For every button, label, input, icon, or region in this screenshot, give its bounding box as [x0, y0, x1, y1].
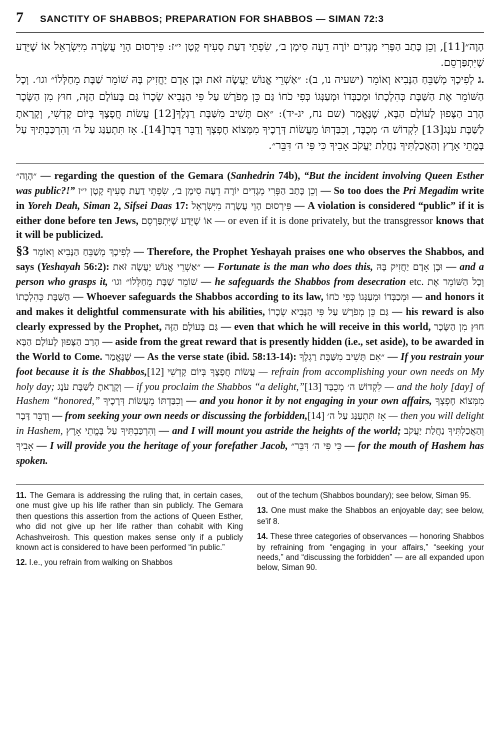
translation-text: — regarding the question of the Gemara (	[36, 170, 231, 182]
divider	[16, 163, 484, 164]
footnote-number: 14.	[257, 532, 271, 542]
translation-text: — then you will delight in Hashem,	[16, 411, 485, 438]
english-translation	[16, 170, 484, 470]
hebrew-section-number: ג.	[477, 74, 484, 86]
hebrew-phrase: וּמְכַבְּדוֹ וּמְעַנְּגוֹ כְּפִי כֹחוֹ	[326, 292, 409, 304]
translation-text: Sifsei Daas	[124, 200, 172, 212]
hebrew-phrase: גַּם בָּעוֹלָם הַזֶּה	[164, 321, 218, 333]
hebrew-phrase: ״אַשְׁרֵי אֱנוֹשׁ יַעֲשֶׂה זֹּאת	[112, 262, 201, 274]
footnote-text: out of the techum (Shabbos boundary); see below, Siman 95.	[257, 490, 472, 500]
english-paragraph-2	[16, 244, 484, 470]
translation-text: — If you restrain your foot because it is the Shabbos,	[16, 351, 484, 378]
footnote	[16, 491, 243, 553]
translation-text: — his reward is also clearly expressed by the Prophet,	[16, 307, 484, 333]
hebrew-phrase: וְהַאֲכַלְתִּיךָ נַחֲלַת יַעֲקֹב אָבִיךָ	[16, 426, 484, 453]
hebrew-phrase: ״אִם תָּשִׁיב מִשַּׁבָּת רַגְלֶךָ	[299, 351, 385, 363]
translation-text: — and I will mount you astride the heights of the world;	[155, 426, 405, 438]
translation-text: Yoreh Deah, Siman	[27, 200, 111, 212]
translation-text: 56:2):	[80, 262, 113, 274]
translation-text: [12]	[147, 366, 168, 378]
translation-text: 2,	[110, 200, 125, 212]
hebrew-phrase: וְכִבַּדְתּוֹ מֵעֲשׂוֹת דְּרָכֶיךָ	[103, 396, 183, 408]
translation-text: [14]	[307, 411, 328, 423]
footnote-text: One must make the Shabbos an enjoyable day; see below, se'if 8.	[257, 506, 484, 526]
hebrew-phrase: שׁוֹמֵר שַׁבָּת מֵחַלְּלוֹ״ וגו׳	[111, 277, 198, 289]
translation-text: — refrain from accomplishing your own needs on My holy day;	[16, 366, 484, 393]
hebrew-phrase: לִקְדוֹשׁ ה׳ מְכֻבָּד	[324, 381, 382, 393]
translation-text: — and you honor it by not engaging in your own affairs,	[182, 396, 436, 408]
translation-text: — for the mouth of Hashem has spoken.	[16, 441, 484, 468]
translation-text: — he safeguards the Shabbos from desecration	[197, 277, 406, 289]
footnote-text: I.e., you refrain from walking on Shabbos	[29, 558, 173, 568]
hebrew-phrase: גַּם כֵּן מְפֹרָשׁ עַל פִּי הַנָּבִיא שְׂכָרוֹ	[268, 307, 389, 318]
hebrew-text	[16, 39, 484, 155]
hebrew-phrase: ״הָוָה״	[16, 170, 37, 182]
hebrew-phrase: וְכָל הַשּׁוֹמֵר אֶת הַשַּׁבָּת כְּהִלְכָתוֹ	[16, 277, 484, 304]
translation-text: — Fortunate is the man who does this,	[200, 262, 377, 274]
hebrew-phrase: אָז תִּתְעַנַּג עַל ה׳	[327, 411, 387, 423]
footnotes	[16, 484, 484, 579]
translation-text: — As the verse state (ibid. 58:13-14):	[131, 351, 300, 363]
footnote-text: The Gemara is addressing the ruling that, in certain cases, one must give up his life rather than sin publicly. The Gemara then questions this assertion from the actions of Queen Esther, who did not give up her life rather than cohabit with King Achashveirosh. This question makes sense only if a publicly known act is considered to have been performed “in public.”	[16, 490, 243, 552]
hebrew-paragraph-2-text: לְפִיכָךְ מְשַׁבֵּחַ הַנָּבִיא וְאוֹמֵר (ישעיה נו, ב): ״אַשְׁרֵי אֱנוֹשׁ יַעֲשֶׂה זֹּאת וּבֶן אָדָם יַחֲזִיק בָּהּ שׁוֹמֵר שַׁבָּת מֵחַלְּלוֹ״ וגו׳. וְכָל הַשּׁוֹמֵר אֶת הַשַּׁבָּת כְּהִלְכָתוֹ וּמְכַבְּדוֹ וּמְעַנְּגוֹ כְּפִי כֹחוֹ גַּם כֵּן מְפֹרָשׁ עַל פִּי הַנָּבִיא שְׂכָרוֹ גַּם בָּעוֹלָם הַזֶּה, חוּץ מִן הַשָּׂכָר הָרַב הַצָּפוּן לָעוֹלָם הַבָּא, שֶׁנֶּאֱמַר (שם נח, יג-יד): ״אִם תָּשִׁיב מִשַּׁבָּת רַגְלֶךָ[12] עֲשׂוֹת חֲפָצֶךָ בְּיוֹם קָדְשִׁי, וְקָרָאתָ לַשַּׁבָּת עֹנֶג[13] לִקְדוֹשׁ ה׳ מְכֻבָּד, וְכִבַּדְתּוֹ מֵעֲשׂוֹת דְּרָכֶיךָ מִמְּצוֹא חֶפְצְךָ וְדַבֵּר דָּבָר[14]. אָז תִּתְעַנַּג עַל ה׳ וְהִרְכַּבְתִּיךָ עַל בָּמֳתֵי אָרֶץ וְהַאֲכַלְתִּיךָ נַחֲלַת יַעֲקֹב אָבִיךָ כִּי פִּי ה׳ דִּבֵּר״.	[16, 73, 484, 153]
footnote-number: 12.	[16, 558, 30, 568]
footnote	[257, 506, 484, 527]
hebrew-paragraph-2	[16, 72, 484, 155]
footnote-number: 11.	[16, 490, 30, 500]
footnote-number: 13.	[257, 506, 271, 516]
translation-text: knows that it will be publicized.	[16, 215, 484, 242]
translation-text: — aside from the great reward that is presently hidden (i.e., set aside), to be awarded in the World to Come.	[16, 336, 484, 363]
page-header	[16, 10, 484, 33]
translation-text: etc.	[405, 277, 428, 289]
hebrew-phrase: שֶׁנֶּאֱמַר	[105, 351, 132, 363]
hebrew-phrase: כִּי פִּי ה׳ דִּבֵּר״	[290, 441, 342, 453]
translation-text: [13]	[304, 381, 325, 393]
translation-text: 74b),	[274, 170, 304, 182]
hebrew-phrase: וְקָרָאתָ לַשַּׁבָּת עֹנֶג	[57, 381, 122, 393]
running-title: SANCTITY OF SHABBOS; PREPARATION FOR SHABBOS — SIMAN 72:3	[40, 14, 384, 25]
footnotes-column-1	[16, 491, 243, 579]
hebrew-phrase: פִּירְסוּם הָוֵי עֲשָׂרָה מִיִּשְׂרָאֵל	[191, 200, 292, 212]
translation-text: write in	[16, 185, 485, 212]
footnote	[257, 532, 484, 574]
english-paragraph-1	[16, 170, 484, 245]
hebrew-phrase: עֲשׂוֹת חֲפָצֶךָ בְּיוֹם קָדְשִׁי	[167, 366, 256, 378]
translation-text: Sanhedrin	[230, 170, 275, 182]
hebrew-phrase: וְהִרְכַּבְתִּיךָ עַל בָּמֳתֵי אָרֶץ	[66, 426, 156, 438]
hebrew-paragraph-1: הָוָה״[11], וְכֵן כָּתַב הַפְּרִי מְגָדִים יוֹרֶה דֵעָה סִימָן ב׳, שִׂפְתֵי דַעַת סְעִיף קָטָן י״ז: פִּירְסוּם הָוֵי עֲשָׂרָה מִיִּשְׂרָאֵל אוֹ שֶׁיֵּדַע שֶׁיִּתְפַּרְסֵם.	[16, 41, 484, 70]
translation-text: — Whoever safeguards the Shabbos according to its law,	[70, 292, 327, 304]
hebrew-phrase: וְכֵן כָּתַב הַפְּרִי מְגָדִים יוֹרֶה דֵעָה סִימָן ב׳, שִׂפְתֵי דַעַת סְעִיף קָטָן י״ז	[78, 185, 318, 197]
footnote	[16, 558, 243, 568]
page-number: 7	[16, 10, 24, 26]
translation-text: — or even if it is done privately, but the transgressor	[211, 215, 436, 227]
translation-text: — and a person who grasps it,	[16, 262, 485, 289]
translation-text: Yeshayah	[40, 262, 81, 274]
translation-text: — A violation is considered “public” if it is either done before ten Jews,	[16, 200, 484, 227]
translation-text: — Therefore, the Prophet Yeshayah praises one who observes the Shabbos, and says (	[16, 247, 484, 274]
translation-text: — from seeking your own needs or discussing the forbidden,	[49, 411, 308, 423]
translation-text: — and honors it and makes it delightful commensurate with his abilities,	[16, 292, 484, 318]
hebrew-phrase: וּבֶן אָדָם יַחֲזִיק בָּהּ	[376, 262, 443, 274]
translation-text: — So too does the	[317, 185, 403, 197]
footnotes-column-2	[257, 491, 484, 579]
hebrew-phrase: מִמְּצוֹא חֶפְצְךָ וְדַבֵּר דָּבָר	[16, 396, 485, 423]
footnote	[257, 491, 484, 501]
translation-text: — if you proclaim the Shabbos “a delight,”	[121, 381, 305, 393]
section-mark: §3	[16, 243, 29, 259]
translation-text: 17:	[171, 200, 192, 212]
translation-text: Pri Megadim	[402, 185, 459, 197]
translation-text: — even that which he will receive in this world,	[217, 321, 434, 333]
translation-text: “But the incident involving Queen Esther was public?!”	[16, 170, 484, 197]
translation-text: — I will provide you the heritage of your forefather Jacob,	[33, 441, 291, 453]
hebrew-phrase: חוּץ מִן הַשָּׂכָר הָרַב הַצָּפוּן לָעוֹלָם הַבָּא	[16, 321, 484, 348]
hebrew-phrase: אוֹ שֶׁיֵּדַע שֶׁיִּתְפַּרְסֵם	[141, 215, 212, 227]
hebrew-phrase: לְפִיכָךְ מְשַׁבֵּחַ הַנָּבִיא וְאוֹמֵר	[33, 247, 131, 259]
translation-text: — and the holy [day] of Hashem “honored,”	[16, 381, 484, 408]
footnote-text: These three categories of observances — honoring Shabbos by refraining from “engaging in your affairs,” “seeking your needs,” and “discussing the forbidden” — are all expanded upon below, Siman 90.	[257, 532, 484, 573]
